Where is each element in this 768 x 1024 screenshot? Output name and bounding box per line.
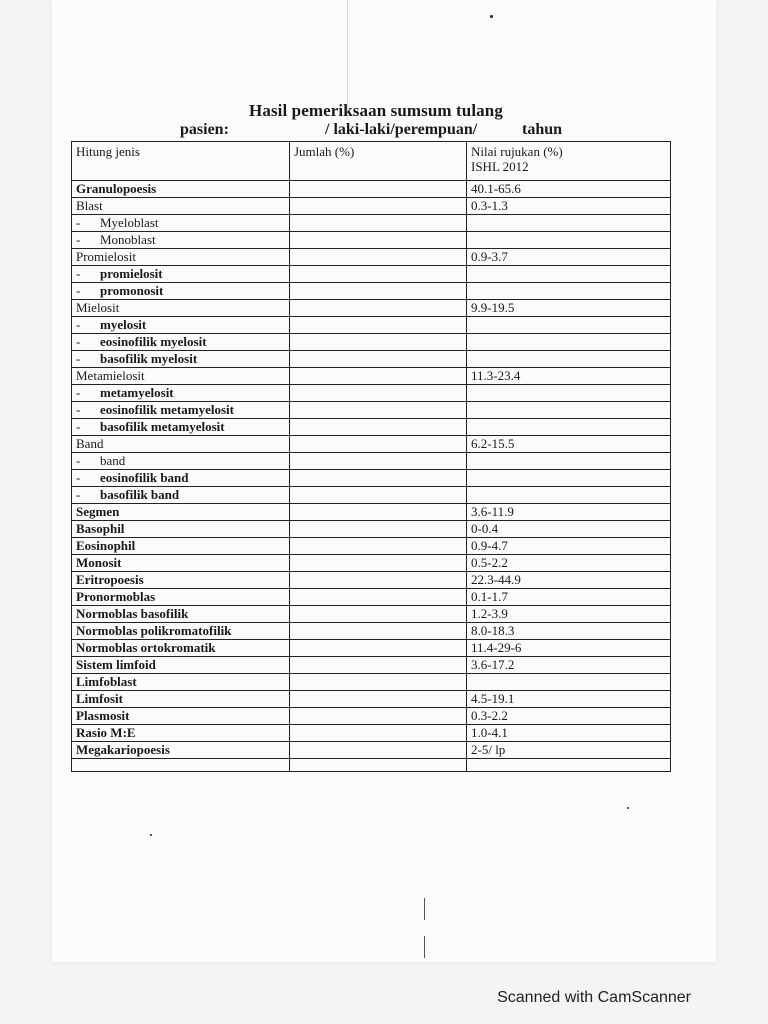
cell-reference: 0.9-4.7 bbox=[467, 538, 671, 555]
cell-count[interactable] bbox=[290, 521, 467, 538]
cell-type: - eosinofilik metamyelosit bbox=[72, 402, 290, 419]
cell-count[interactable] bbox=[290, 487, 467, 504]
cell-count[interactable] bbox=[290, 283, 467, 300]
cell-type: Metamielosit bbox=[72, 368, 290, 385]
table-row bbox=[72, 283, 671, 300]
table-row bbox=[72, 249, 671, 266]
cell-count[interactable] bbox=[290, 215, 467, 232]
blank-cell bbox=[290, 759, 467, 772]
cell-reference: 22.3-44.9 bbox=[467, 572, 671, 589]
cell-count[interactable] bbox=[290, 334, 467, 351]
cell-type: Promielosit bbox=[72, 249, 290, 266]
gender-label: / laki-laki/perempuan/ bbox=[325, 121, 478, 138]
cell-reference: 0-0.4 bbox=[467, 521, 671, 538]
cell-type: Normoblas polikromatofilik bbox=[72, 623, 290, 640]
cell-type: Limfosit bbox=[72, 691, 290, 708]
cell-reference: 11.3-23.4 bbox=[467, 368, 671, 385]
cell-type: Normoblas ortokromatik bbox=[72, 640, 290, 657]
cell-type: Basophil bbox=[72, 521, 290, 538]
cell-count[interactable] bbox=[290, 708, 467, 725]
pen-mark bbox=[424, 936, 425, 958]
cell-count[interactable] bbox=[290, 453, 467, 470]
table-row bbox=[72, 691, 671, 708]
speck bbox=[150, 834, 152, 836]
age-label: tahun bbox=[522, 121, 563, 138]
cell-count[interactable] bbox=[290, 351, 467, 368]
cell-reference bbox=[467, 385, 671, 402]
cell-reference: 2-5/ lp bbox=[467, 742, 671, 759]
cell-reference: 3.6-17.2 bbox=[467, 657, 671, 674]
table-row bbox=[72, 657, 671, 674]
col-header-count: Jumlah (%) bbox=[290, 142, 467, 181]
cell-count[interactable] bbox=[290, 402, 467, 419]
cell-reference: 0.9-3.7 bbox=[467, 249, 671, 266]
cell-reference: 4.5-19.1 bbox=[467, 691, 671, 708]
cell-reference bbox=[467, 317, 671, 334]
table-row bbox=[72, 232, 671, 249]
table-row bbox=[72, 402, 671, 419]
cell-count[interactable] bbox=[290, 266, 467, 283]
cell-type: - promonosit bbox=[72, 283, 290, 300]
cell-type: - metamyelosit bbox=[72, 385, 290, 402]
cell-reference bbox=[467, 283, 671, 300]
table-row bbox=[72, 436, 671, 453]
speck bbox=[627, 807, 629, 809]
cell-reference: 0.5-2.2 bbox=[467, 555, 671, 572]
cell-reference bbox=[467, 674, 671, 691]
table-row bbox=[72, 368, 671, 385]
cell-count[interactable] bbox=[290, 640, 467, 657]
table-header-row bbox=[72, 142, 671, 181]
cell-type: - Myeloblast bbox=[72, 215, 290, 232]
cell-type: - promielosit bbox=[72, 266, 290, 283]
cell-type: - basofilik band bbox=[72, 487, 290, 504]
col-header-reference bbox=[467, 142, 671, 181]
patient-label: pasien: bbox=[180, 121, 229, 138]
cell-count[interactable] bbox=[290, 555, 467, 572]
table-row bbox=[72, 521, 671, 538]
cell-count[interactable] bbox=[290, 317, 467, 334]
cell-reference: 0.3-1.3 bbox=[467, 198, 671, 215]
cell-count[interactable] bbox=[290, 504, 467, 521]
table-row bbox=[72, 640, 671, 657]
cell-count[interactable] bbox=[290, 385, 467, 402]
cell-type: Plasmosit bbox=[72, 708, 290, 725]
cell-type: - band bbox=[72, 453, 290, 470]
cell-count[interactable] bbox=[290, 300, 467, 317]
cell-reference bbox=[467, 453, 671, 470]
table-row-blank bbox=[72, 759, 671, 772]
speck bbox=[490, 15, 493, 18]
table-row bbox=[72, 300, 671, 317]
col-header-type: Hitung jenis bbox=[72, 142, 290, 181]
blank-cell bbox=[467, 759, 671, 772]
cell-count[interactable] bbox=[290, 249, 467, 266]
table-row bbox=[72, 453, 671, 470]
cell-type: Sistem limfoid bbox=[72, 657, 290, 674]
cell-reference bbox=[467, 232, 671, 249]
cell-reference bbox=[467, 470, 671, 487]
table-row bbox=[72, 674, 671, 691]
cell-type: - eosinofilik band bbox=[72, 470, 290, 487]
cell-count[interactable] bbox=[290, 181, 467, 198]
camscanner-watermark: Scanned with CamScanner bbox=[497, 989, 691, 1006]
cell-type: Blast bbox=[72, 198, 290, 215]
cell-reference bbox=[467, 266, 671, 283]
table-row bbox=[72, 589, 671, 606]
cell-count[interactable] bbox=[290, 657, 467, 674]
table-row bbox=[72, 385, 671, 402]
cell-type: Monosit bbox=[72, 555, 290, 572]
cell-reference bbox=[467, 215, 671, 232]
table-row bbox=[72, 742, 671, 759]
cell-type: Band bbox=[72, 436, 290, 453]
table-row bbox=[72, 351, 671, 368]
table-row bbox=[72, 708, 671, 725]
cell-reference: 0.1-1.7 bbox=[467, 589, 671, 606]
table-row bbox=[72, 606, 671, 623]
cell-count[interactable] bbox=[290, 368, 467, 385]
cell-reference: 11.4-29-6 bbox=[467, 640, 671, 657]
cell-reference bbox=[467, 402, 671, 419]
cell-type: - basofilik myelosit bbox=[72, 351, 290, 368]
cell-count[interactable] bbox=[290, 538, 467, 555]
table-row bbox=[72, 266, 671, 283]
cell-count[interactable] bbox=[290, 691, 467, 708]
cell-count[interactable] bbox=[290, 606, 467, 623]
cell-count[interactable] bbox=[290, 674, 467, 691]
table-row bbox=[72, 538, 671, 555]
cell-type: Megakariopoesis bbox=[72, 742, 290, 759]
cell-reference: 3.6-11.9 bbox=[467, 504, 671, 521]
cell-reference bbox=[467, 334, 671, 351]
cell-type: - Monoblast bbox=[72, 232, 290, 249]
table-row bbox=[72, 419, 671, 436]
table-row bbox=[72, 572, 671, 589]
table-body bbox=[72, 181, 671, 772]
cell-count[interactable] bbox=[290, 232, 467, 249]
cell-count[interactable] bbox=[290, 436, 467, 453]
table-row bbox=[72, 317, 671, 334]
cell-type: Mielosit bbox=[72, 300, 290, 317]
cell-count[interactable] bbox=[290, 470, 467, 487]
cell-count[interactable] bbox=[290, 419, 467, 436]
cell-reference: 1.0-4.1 bbox=[467, 725, 671, 742]
cell-reference: 9.9-19.5 bbox=[467, 300, 671, 317]
cell-type: - basofilik metamyelosit bbox=[72, 419, 290, 436]
blank-cell bbox=[72, 759, 290, 772]
pen-mark bbox=[424, 898, 425, 920]
cell-type: - myelosit bbox=[72, 317, 290, 334]
cell-type: Limfoblast bbox=[72, 674, 290, 691]
cell-reference: 6.2-15.5 bbox=[467, 436, 671, 453]
cell-type: - eosinofilik myelosit bbox=[72, 334, 290, 351]
cell-reference: 1.2-3.9 bbox=[467, 606, 671, 623]
reference-source: ISHL 2012 bbox=[471, 159, 529, 174]
cell-count[interactable] bbox=[290, 198, 467, 215]
table-row bbox=[72, 198, 671, 215]
table-row bbox=[72, 470, 671, 487]
cell-reference: 8.0-18.3 bbox=[467, 623, 671, 640]
bone-marrow-table bbox=[71, 141, 671, 772]
table-row bbox=[72, 215, 671, 232]
cell-count[interactable] bbox=[290, 589, 467, 606]
table-row bbox=[72, 487, 671, 504]
table-row bbox=[72, 725, 671, 742]
cell-reference bbox=[467, 419, 671, 436]
cell-count[interactable] bbox=[290, 725, 467, 742]
cell-reference: 40.1-65.6 bbox=[467, 181, 671, 198]
cell-count[interactable] bbox=[290, 572, 467, 589]
cell-count[interactable] bbox=[290, 742, 467, 759]
reference-label: Nilai rujukan (%) bbox=[471, 144, 563, 159]
cell-type: Eosinophil bbox=[72, 538, 290, 555]
table-row bbox=[72, 555, 671, 572]
table-row bbox=[72, 181, 671, 198]
cell-type: Rasio M:E bbox=[72, 725, 290, 742]
document-title: Hasil pemeriksaan sumsum tulang bbox=[249, 101, 503, 120]
cell-count[interactable] bbox=[290, 623, 467, 640]
cell-type: Pronormoblas bbox=[72, 589, 290, 606]
table-row bbox=[72, 623, 671, 640]
cell-type: Eritropoesis bbox=[72, 572, 290, 589]
cell-type: Segmen bbox=[72, 504, 290, 521]
cell-reference: 0.3-2.2 bbox=[467, 708, 671, 725]
table-row bbox=[72, 504, 671, 521]
table-row bbox=[72, 334, 671, 351]
cell-type: Normoblas basofilik bbox=[72, 606, 290, 623]
cell-type: Granulopoesis bbox=[72, 181, 290, 198]
cell-reference bbox=[467, 351, 671, 368]
cell-reference bbox=[467, 487, 671, 504]
